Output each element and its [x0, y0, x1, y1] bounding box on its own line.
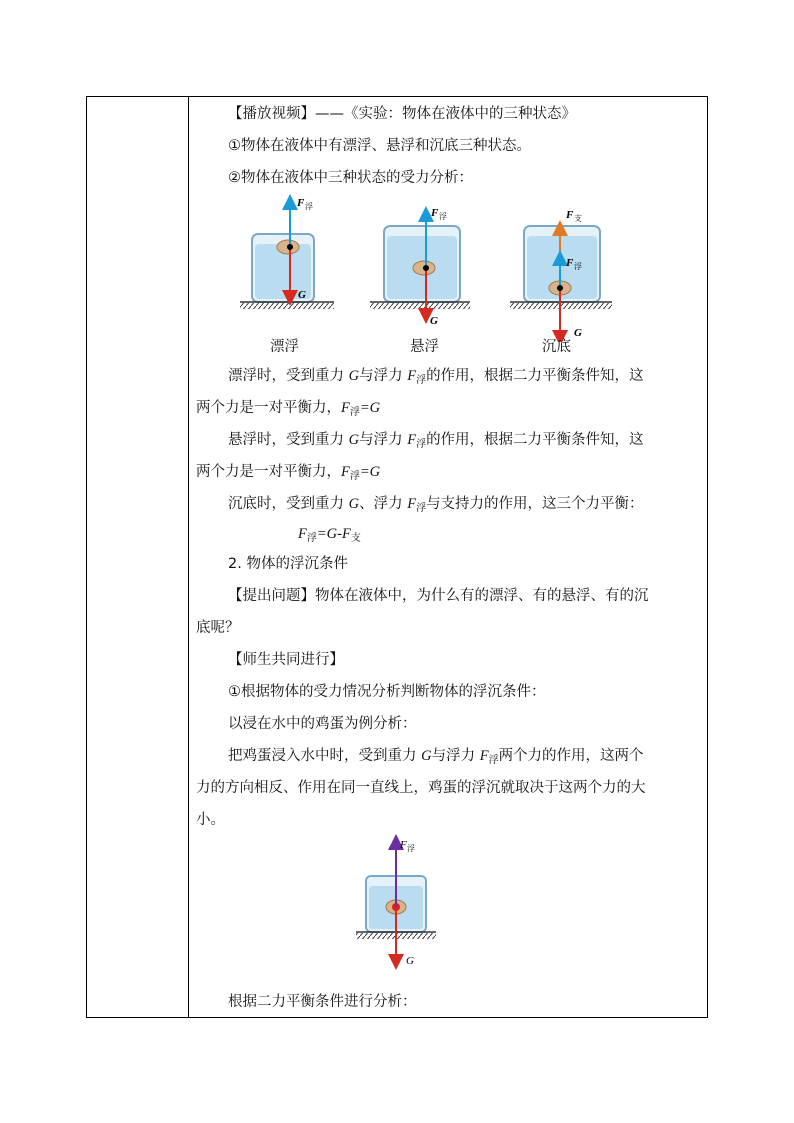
- para-sunk-line1: 沉底时，受到重力 G、浮力 $F_浮$与支持力的作用，这三个力平衡：: [228, 496, 644, 514]
- three-states-figure: [236, 192, 686, 342]
- para-floating-line1: 漂浮时，受到重力 G与浮力 $F_浮$的作用，根据二力平衡条件知，这: [228, 368, 644, 386]
- label-f-sub-3: 浮: [574, 262, 582, 271]
- label-f-float-3: F: [566, 257, 574, 269]
- step-one: ①根据物体的受力情况分析判断物体的浮沉条件：: [228, 684, 546, 700]
- label-f-sub-support: 支: [574, 214, 582, 223]
- line-three-states: ①物体在液体中有漂浮、悬浮和沉底三种状态。: [228, 138, 531, 154]
- label-f-float-1: F: [297, 197, 305, 209]
- label-f-support: F: [566, 209, 574, 221]
- egg-beaker-figure: [350, 834, 450, 974]
- beaker-suspended: [370, 207, 470, 327]
- caption-suspended: 悬浮: [410, 339, 439, 355]
- egg-para-line1: 把鸡蛋浸入水中时，受到重力 G与浮力 $F_浮$两个力的作用，这两个: [228, 748, 644, 766]
- egg-label-f-sub: 浮: [407, 844, 415, 853]
- question-line2: 底呢？: [196, 620, 240, 636]
- caption-sunk: 沉底: [542, 339, 571, 355]
- heading-float-sink-conditions: 2. 物体的浮沉条件: [228, 556, 348, 572]
- together-heading: 【师生共同进行】: [228, 652, 344, 668]
- question-line1: 【提出问题】物体在液体中，为什么有的漂浮、有的悬浮、有的沉: [228, 588, 649, 604]
- table-column-divider: [188, 96, 189, 1018]
- egg-example: 以浸在水中的鸡蛋为例分析：: [228, 716, 417, 732]
- label-f-float-2: F: [431, 207, 439, 219]
- caption-floating: 漂浮: [270, 339, 299, 355]
- label-g-3: G: [574, 327, 582, 339]
- label-f-sub-1: 浮: [305, 202, 313, 211]
- para-floating-line2: 两个力是一对平衡力，$F_浮=G$: [196, 400, 381, 418]
- line-force-analysis: ②物体在液体中三种状态的受力分析：: [228, 170, 473, 186]
- section-title: 【播放视频】——《实验：物体在液体中的三种状态》: [228, 106, 576, 122]
- beaker-floating: [240, 197, 334, 309]
- para-suspended-line1: 悬浮时，受到重力 G与浮力 $F_浮$的作用，根据二力平衡条件知，这: [228, 432, 644, 450]
- label-g-2: G: [430, 315, 438, 327]
- egg-para-line2: 力的方向相反、作用在同一直线上，鸡蛋的浮沉就取决于这两个力的大: [196, 780, 646, 796]
- label-f-sub-2: 浮: [439, 212, 447, 221]
- final-line: 根据二力平衡条件进行分析：: [228, 994, 417, 1010]
- label-g-1: G: [298, 289, 306, 301]
- egg-label-g: G: [406, 955, 414, 967]
- equation-sunk: $F_浮=G-F_支$: [298, 526, 361, 544]
- para-suspended-line2: 两个力是一对平衡力，$F_浮=G$: [196, 464, 381, 482]
- egg-label-f: F: [400, 839, 407, 851]
- egg-para-line3: 小。: [196, 812, 225, 828]
- beaker-sunk: [510, 209, 612, 339]
